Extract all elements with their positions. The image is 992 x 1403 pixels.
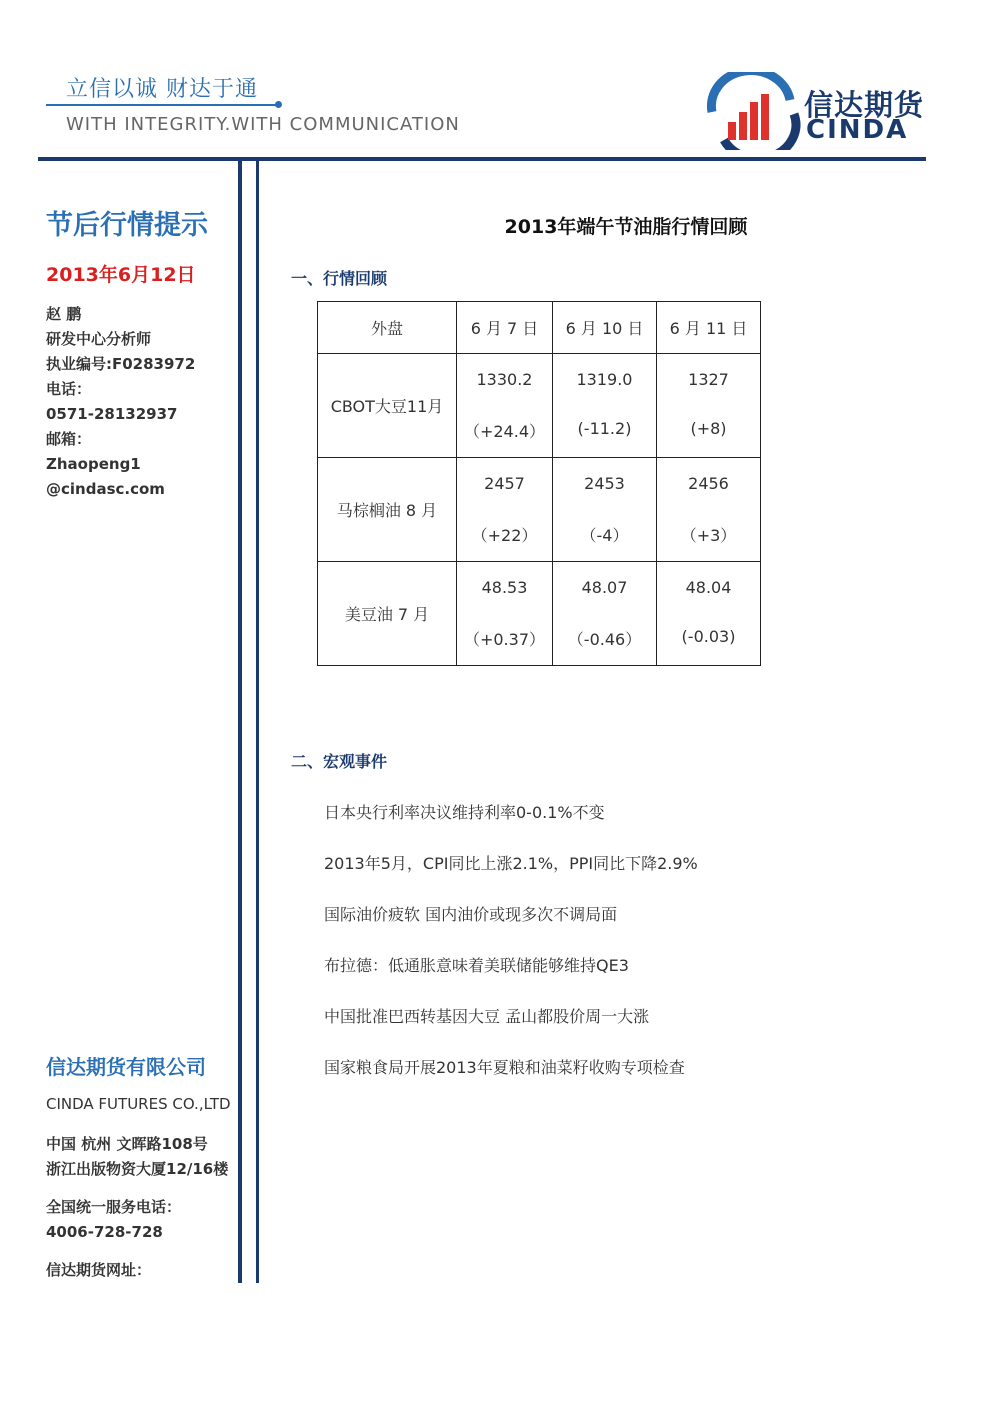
slogan-english: WITH INTEGRITY.WITH COMMUNICATION: [66, 114, 460, 135]
service-phone-number: 4006-728-728: [46, 1223, 163, 1241]
table-cell: [657, 354, 761, 458]
company-name: 信达期货有限公司: [46, 1055, 206, 1079]
macro-events-list: [324, 800, 698, 1106]
table-cell: [457, 458, 553, 562]
service-phone-label: 全国统一服务电话：: [46, 1198, 182, 1216]
slogan-chinese: 立信以诚 财达于通: [66, 77, 258, 102]
table-header-row: [318, 302, 761, 354]
table-cell: [457, 354, 553, 458]
list-item: 国际油价疲软 国内油价或现多次不调局面: [324, 905, 618, 924]
sidebar-divider-inner: [256, 161, 259, 1283]
company-name-english: CINDA FUTURES CO.,LTD: [46, 1095, 231, 1113]
price-value: 1319.0: [576, 370, 633, 389]
price-change: （+3）: [680, 526, 737, 545]
report-type-title: 节后行情提示: [46, 210, 208, 241]
column-header: 外盘: [318, 302, 457, 354]
analyst-info: [46, 302, 195, 502]
table-cell: [553, 354, 657, 458]
logo-text-chinese: 信达期货: [804, 88, 925, 122]
header-rule: [38, 157, 926, 161]
table-cell: [553, 562, 657, 666]
list-item: 中国批准巴西转基因大豆 孟山都股价周一大涨: [324, 1007, 650, 1026]
address-line: 浙江出版物资大厦12/16楼: [46, 1160, 229, 1178]
row-name: 美豆油 7 月: [318, 562, 457, 666]
phone-label: 电话：: [46, 380, 92, 398]
price-value: 2457: [484, 474, 525, 493]
page-title: 2013年端午节油脂行情回顾: [504, 216, 748, 238]
price-value: 48.53: [481, 578, 528, 597]
table-row: [318, 354, 761, 458]
analyst-name: 赵 鹏: [46, 305, 82, 323]
email-label: 邮箱：: [46, 430, 92, 448]
price-change: （-4）: [580, 526, 629, 545]
report-date: 2013年6月12日: [46, 264, 196, 286]
list-item: 国家粮食局开展2013年夏粮和油菜籽收购专项检查: [324, 1058, 685, 1077]
slogan-underline: [46, 104, 280, 106]
email-domain: @cindasc.com: [46, 480, 165, 498]
section-heading-market-review: 一、行情回顾: [291, 269, 388, 288]
row-name: 马棕榈油 8 月: [318, 458, 457, 562]
table-row: [318, 562, 761, 666]
price-change: （+22）: [471, 526, 538, 545]
column-header: 6 月 10 日: [553, 302, 657, 354]
price-value: 1327: [688, 370, 729, 389]
company-address: [46, 1132, 228, 1182]
email-user: Zhaopeng1: [46, 455, 141, 473]
table-cell: [457, 562, 553, 666]
list-item: 布拉德：低通胀意味着美联储能够维持QE3: [324, 956, 629, 975]
phone-number: 0571-28132937: [46, 405, 178, 423]
price-value: 1330.2: [476, 370, 533, 389]
website-label: 信达期货网址：: [46, 1261, 152, 1279]
service-phone: [46, 1195, 181, 1245]
table-cell: [657, 562, 761, 666]
address-line: 中国 杭州 文晖路108号: [46, 1135, 208, 1153]
section-heading-macro-events: 二、宏观事件: [291, 752, 388, 771]
row-name: CBOT大豆11月: [318, 354, 457, 458]
license-number: 执业编号:F0283972: [46, 355, 196, 373]
slogan-dot: [275, 101, 282, 108]
list-item: 日本央行利率决议维持利率0-0.1%不变: [324, 803, 605, 822]
price-change: (+8): [690, 419, 727, 438]
table-cell: [657, 458, 761, 562]
table-cell: [553, 458, 657, 562]
price-change: （-0.46）: [567, 630, 642, 649]
price-change: (-11.2): [577, 419, 632, 438]
price-change: （+0.37）: [463, 630, 546, 649]
sidebar-divider: [238, 161, 242, 1283]
analyst-role: 研发中心分析师: [46, 330, 152, 348]
price-value: 48.04: [685, 578, 732, 597]
table-row: [318, 458, 761, 562]
column-header: 6 月 11 日: [657, 302, 761, 354]
logo-text-english: CINDA: [806, 115, 909, 145]
column-header: 6 月 7 日: [457, 302, 553, 354]
price-value: 2456: [688, 474, 729, 493]
price-change: (-0.03): [681, 627, 736, 646]
price-value: 48.07: [581, 578, 628, 597]
market-table: [317, 301, 761, 666]
price-change: （+24.4）: [463, 422, 546, 441]
list-item: 2013年5月，CPI同比上涨2.1%，PPI同比下降2.9%: [324, 854, 698, 873]
price-value: 2453: [584, 474, 625, 493]
